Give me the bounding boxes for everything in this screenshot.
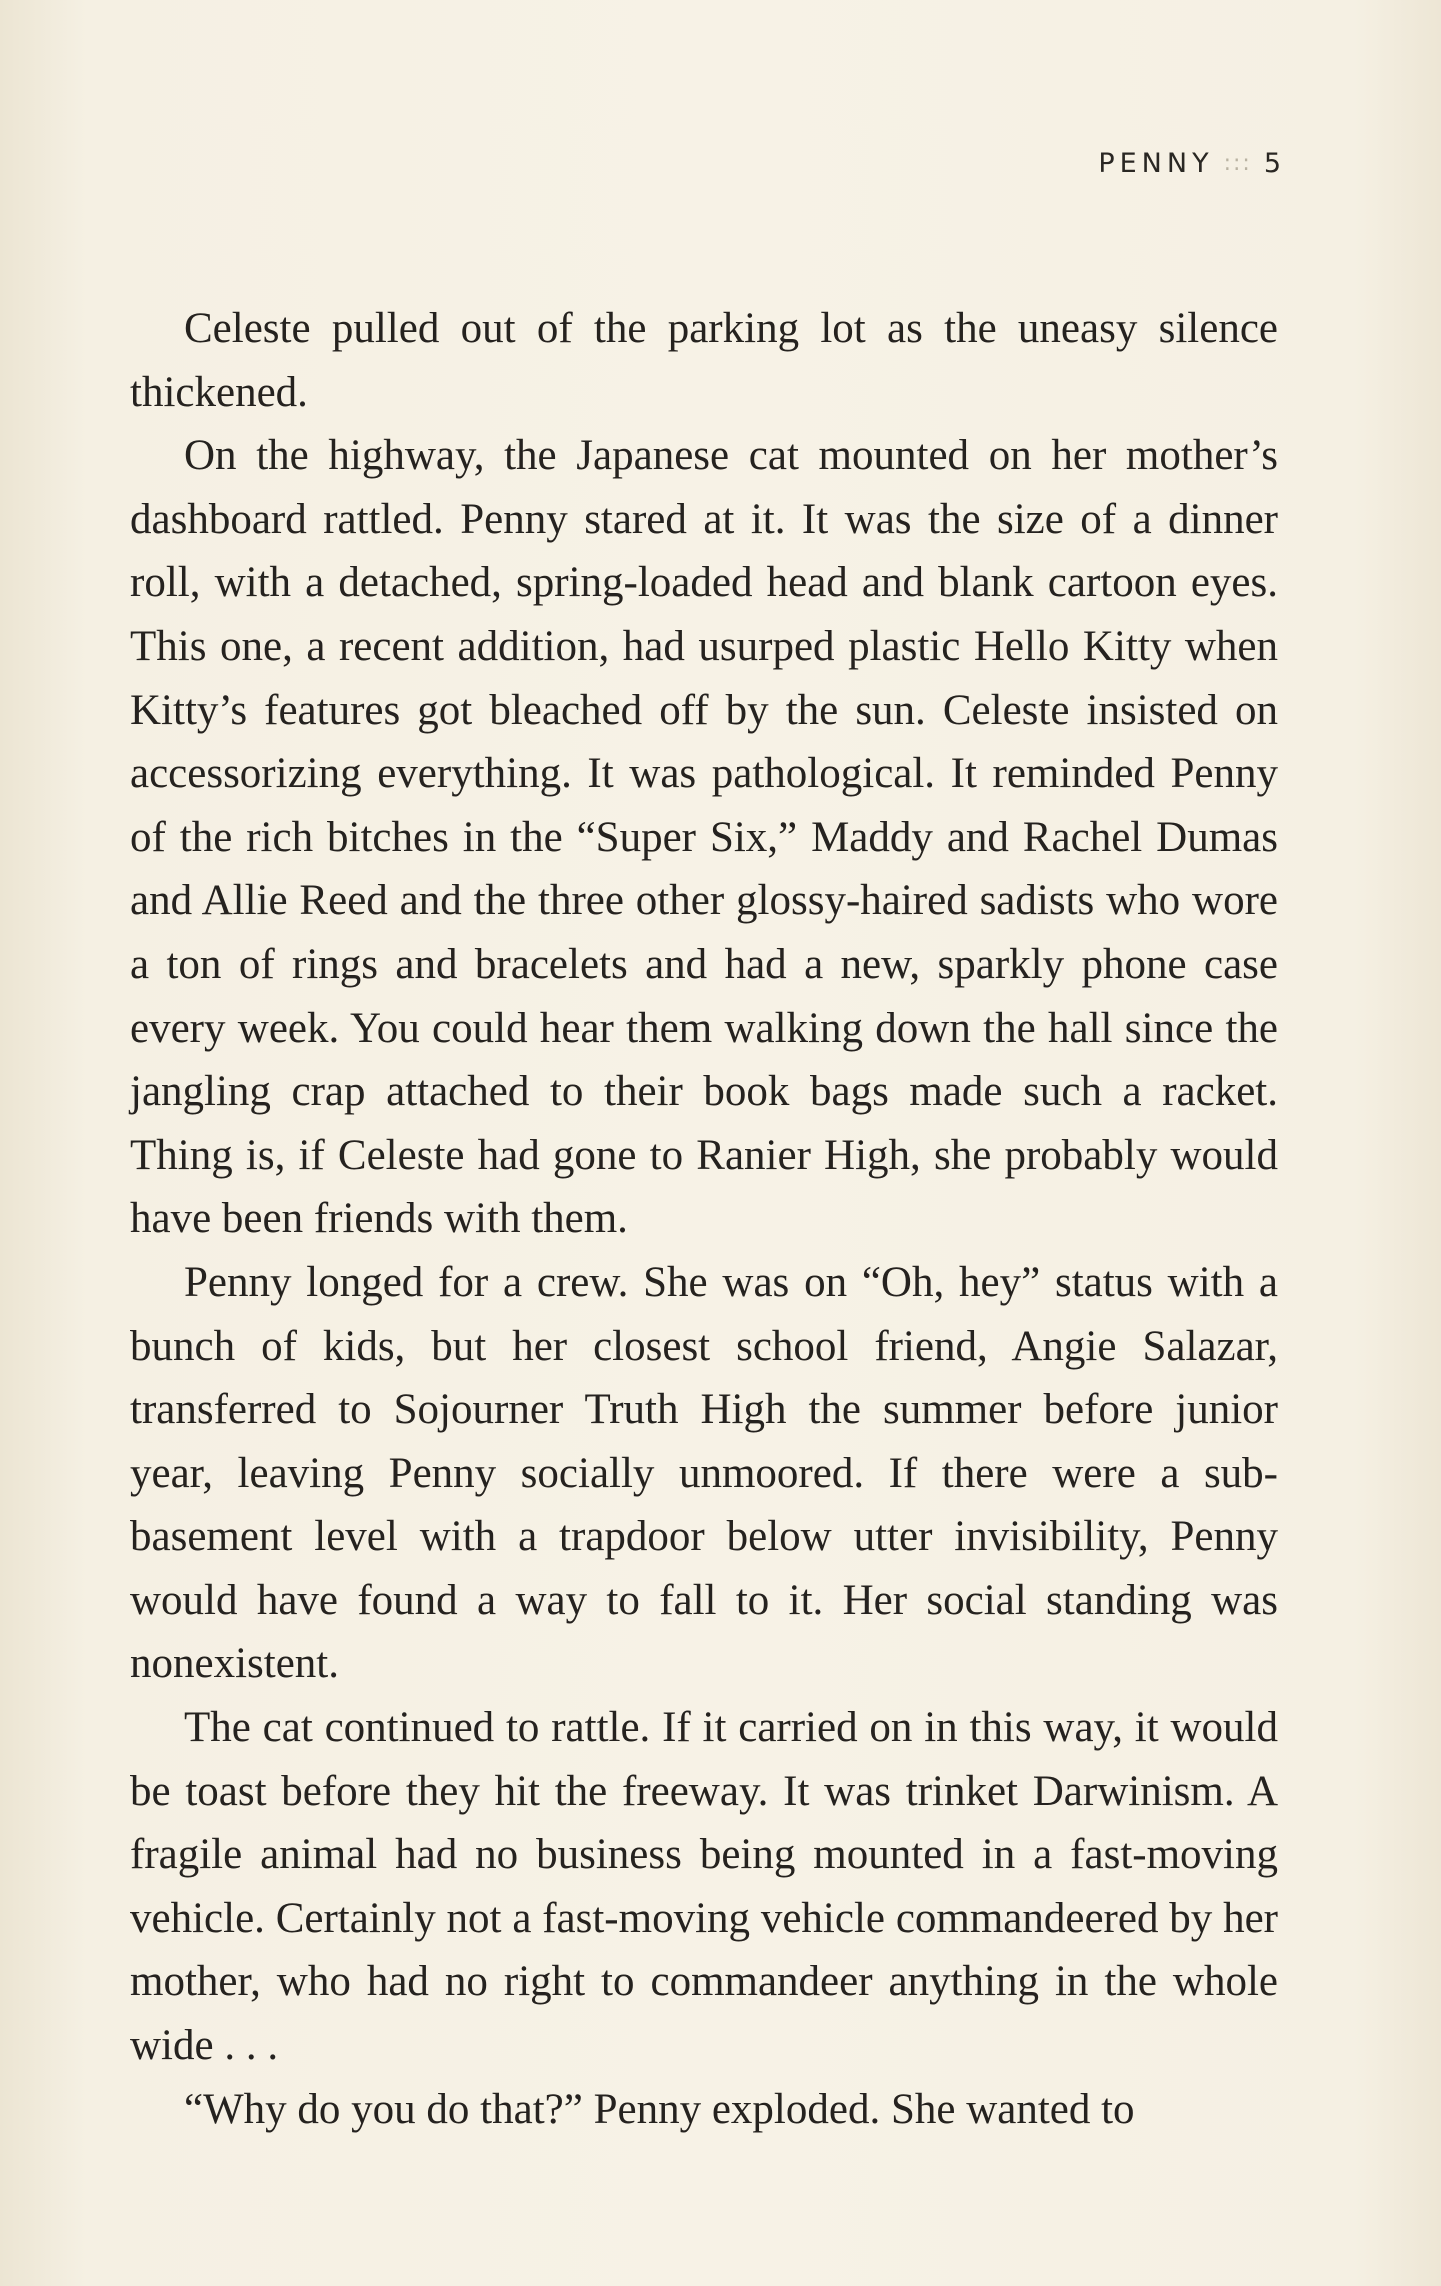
- paragraph-4: The cat continued to rattle. If it carried on in this way, it would be toast before they hit the freeway. It was trinket Darwinism. A fragile animal had no business being mounted in a fast-moving vehicle. Certainly not a fast-moving vehicle commandeered by her mother, who had no right to commandeer anything in the whole wide . . .: [130, 1704, 1278, 2070]
- paragraph-3: Penny longed for a crew. She was on “Oh, hey” status with a bunch of kids, but her closest school friend, Angie Salazar, transferred to Sojourner Truth High the summer before junior year, leaving Penny socially unmoored. If there were a sub-basement level with a trapdoor below utter invisibility, Penny would have found a way to fall to it. Her social standing was nonexistent.: [130, 1258, 1278, 1688]
- header-separator: :::: [1223, 151, 1252, 176]
- paragraph-2: On the highway, the Japanese cat mounted on her mother’s dashboard rattled. Penny stared at it. It was the size of a dinner roll, with a detached, spring-loaded head and blank cartoon eyes. This one, a recent addition, had usurped plastic Hello Kitty when Kitty’s features got bleached off by the sun. Celeste insisted on accessorizing everything. It was pathological. It reminded Penny of the rich bitches in the “Super Six,” Maddy and Rachel Dumas and Allie Reed and the three other glossy-haired sadists who wore a ton of rings and bracelets and had a new, sparkly phone case every week. You could hear them walking down the hall since the jangling crap attached to their book bags made such a racket. Thing is, if Celeste had gone to Ranier High, she probably would have been friends with them.: [130, 432, 1278, 1243]
- running-title: PENNY: [1098, 148, 1214, 179]
- paragraph-1: Celeste pulled out of the parking lot as the uneasy silence thickened.: [130, 305, 1278, 416]
- paragraph-5: “Why do you do that?” Penny exploded. She wanted to: [184, 2085, 1135, 2133]
- body-text: [130, 297, 1278, 2141]
- page-number: 5: [1263, 148, 1281, 179]
- running-head: [1098, 148, 1281, 179]
